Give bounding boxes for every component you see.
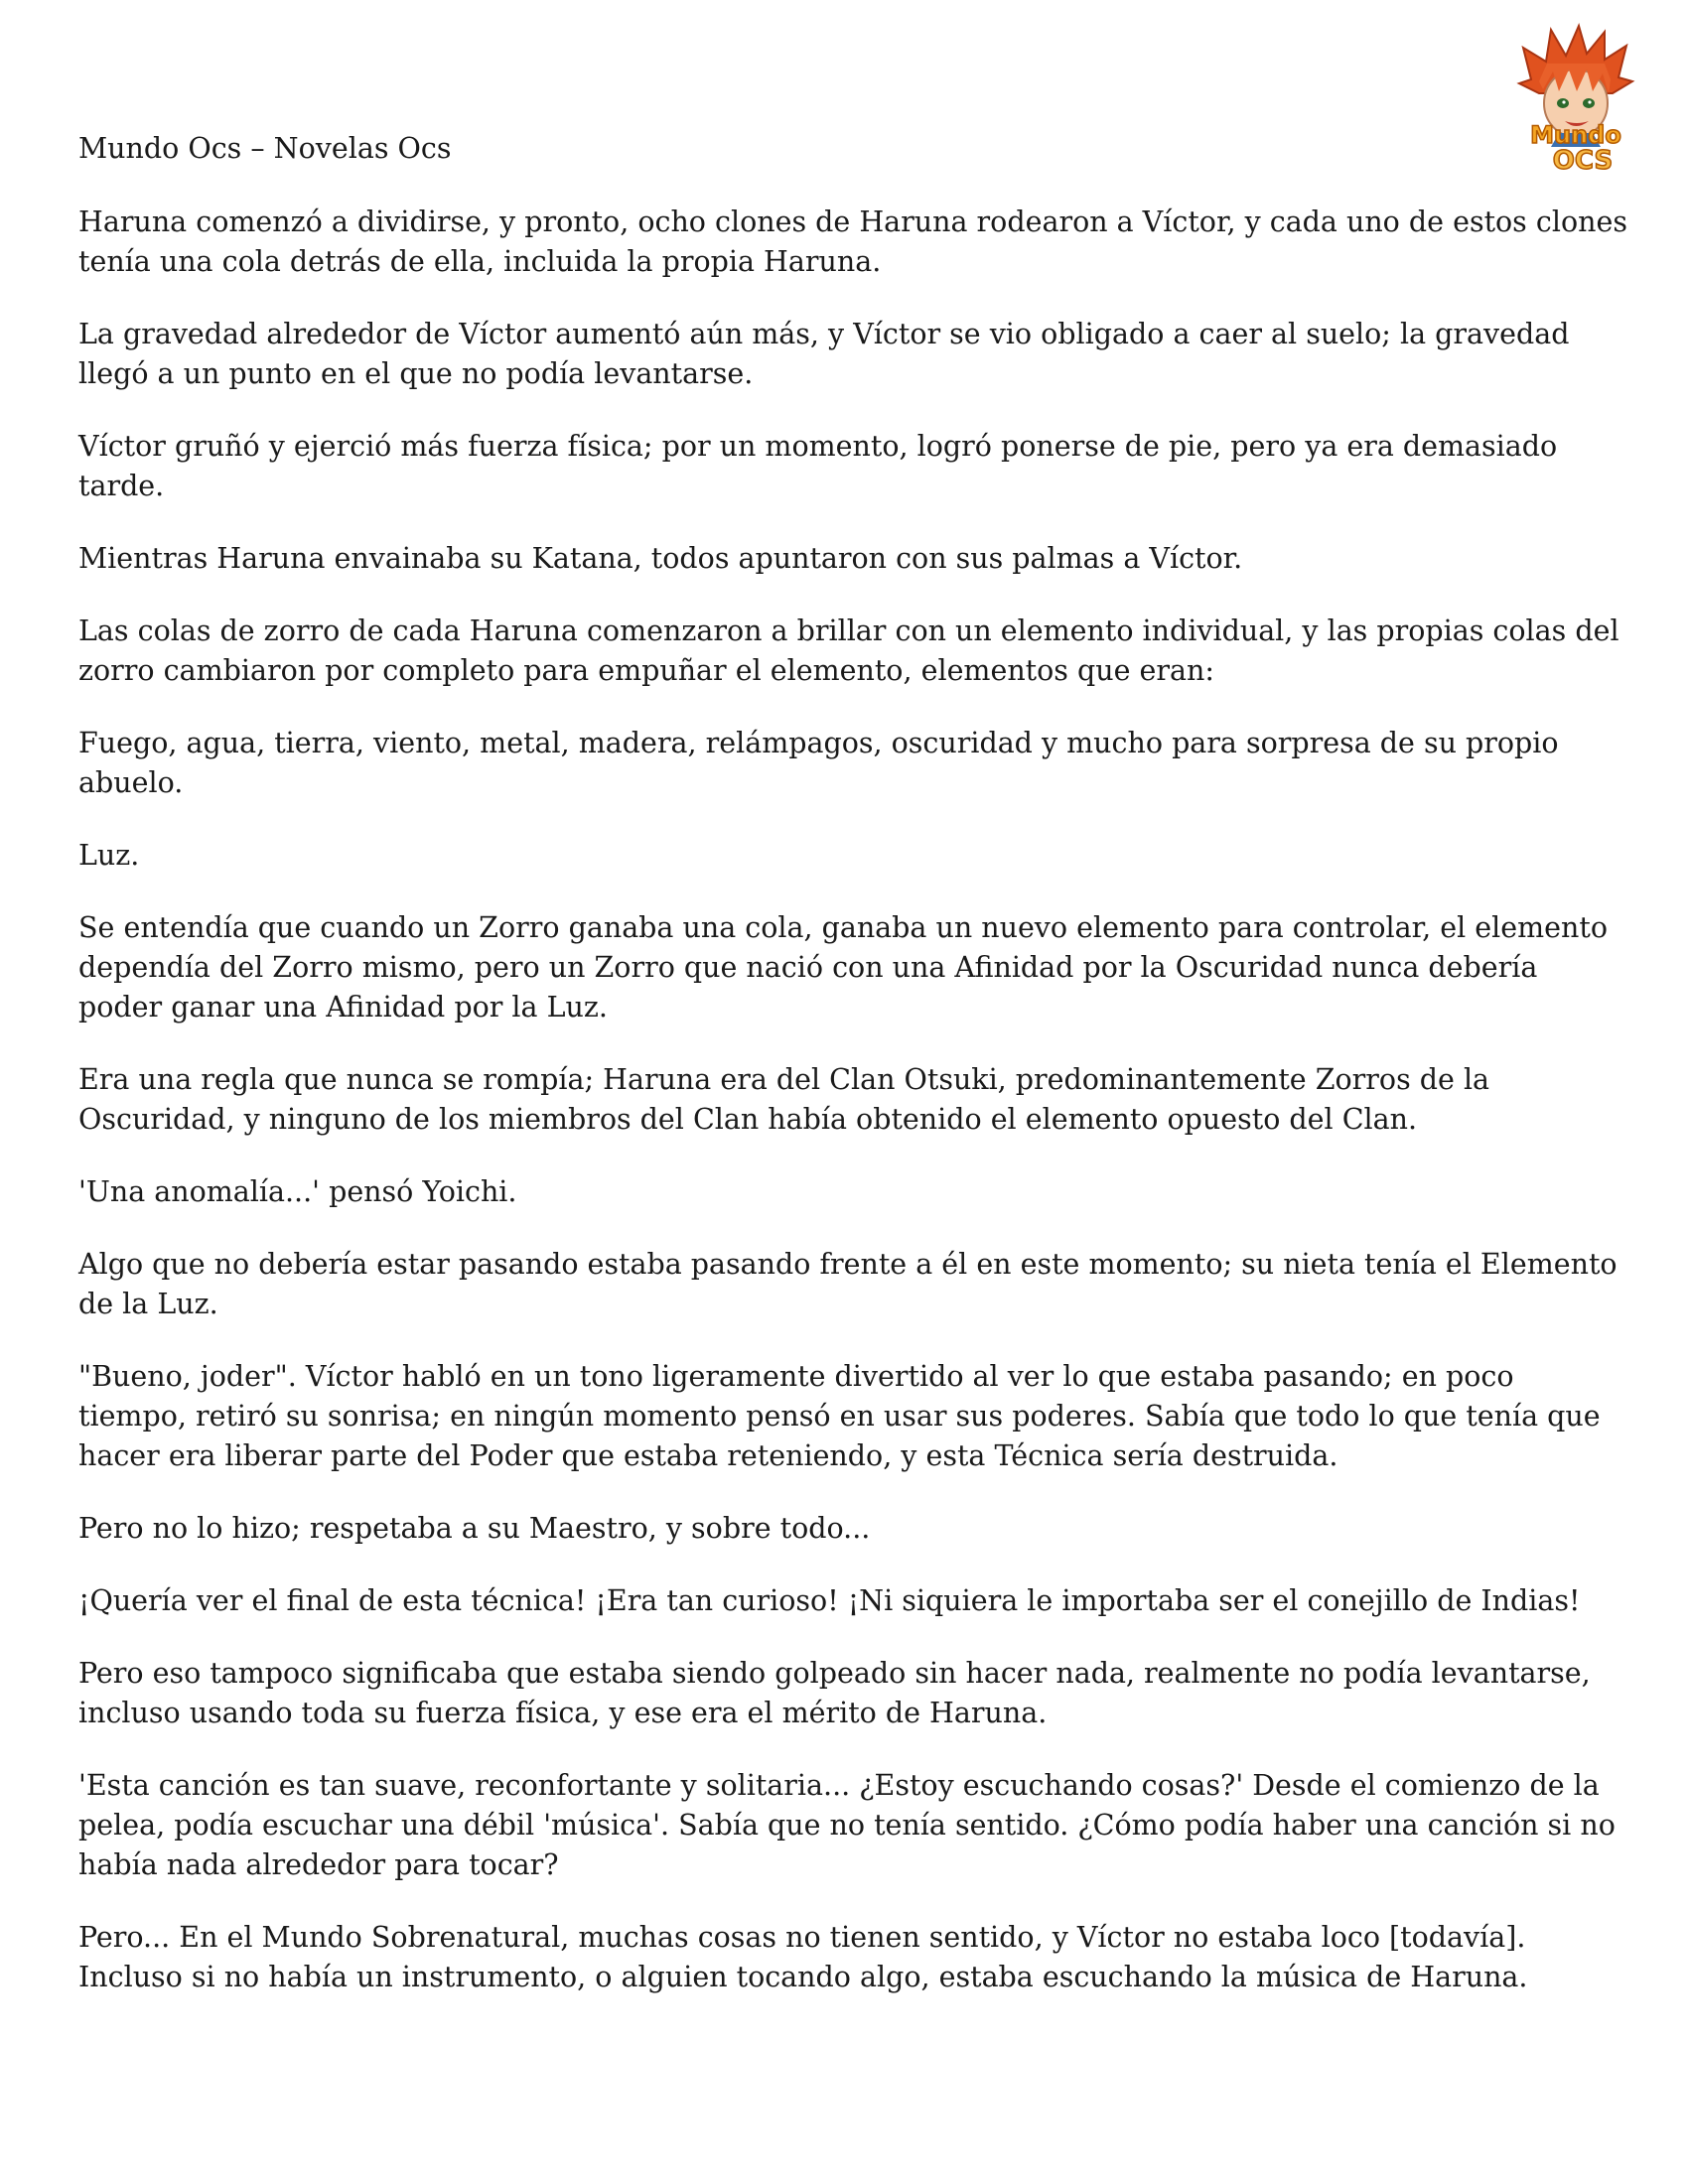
paragraph: Algo que no debería estar pasando estaba pasando frente a él en este momento; su nieta tenía el Elemento de la Luz.	[78, 1248, 1618, 1320]
paragraph: Se entendía que cuando un Zorro ganaba una cola, ganaba un nuevo elemento para controlar, el elemento dependía del Zorro mismo, pero un Zorro que nació con una Afinidad por la Oscuridad nunca debería poder ganar una Afinidad por la Luz.	[78, 911, 1608, 1024]
document-body	[78, 203, 1627, 2030]
paragraph: 'Esta canción es tan suave, reconfortante y solitaria... ¿Estoy escuchando cosas?' Desde el comienzo de la pelea, podía escuchar una débil 'música'. Sabía que no tenía sentido. ¿Cómo podía haber una canción si no había nada alrededor para tocar?	[78, 1769, 1616, 1881]
paragraph: Fuego, agua, tierra, viento, metal, madera, relámpagos, oscuridad y mucho para sorpresa de su propio abuelo.	[78, 727, 1559, 799]
paragraph: La gravedad alrededor de Víctor aumentó aún más, y Víctor se vio obligado a caer al suelo; la gravedad llegó a un punto en el que no podía levantarse.	[78, 318, 1570, 390]
paragraph: ¡Quería ver el final de esta técnica! ¡Era tan curioso! ¡Ni siquiera le importaba ser el conejillo de Indias!	[78, 1584, 1581, 1617]
paragraph: Luz.	[78, 839, 140, 872]
paragraph: Pero... En el Mundo Sobrenatural, muchas cosas no tienen sentido, y Víctor no estaba loco [todavía]. Incluso si no había un instrumento, o alguien tocando algo, estaba escuchando la música de Haruna.	[78, 1921, 1528, 1993]
paragraph: Haruna comenzó a dividirse, y pronto, ocho clones de Haruna rodearon a Víctor, y cada uno de estos clones tenía una cola detrás de ella, incluida la propia Haruna.	[78, 205, 1627, 278]
paragraph: 'Una anomalía...' pensó Yoichi.	[78, 1175, 517, 1208]
anime-character-logo-icon	[1501, 20, 1650, 179]
paragraph: Era una regla que nunca se rompía; Haruna era del Clan Otsuki, predominantemente Zorros de la Oscuridad, y ninguno de los miembros del Clan había obtenido el elemento opuesto del Clan.	[78, 1063, 1490, 1136]
paragraph: Víctor gruñó y ejerció más fuerza física; por un momento, logró ponerse de pie, pero ya era demasiado tarde.	[78, 430, 1558, 502]
logo-wordmark-line1: Mundo	[1530, 121, 1621, 149]
page-header-title: Mundo Ocs – Novelas Ocs	[78, 132, 452, 165]
logo-wordmark-line2: OCS	[1552, 146, 1614, 176]
paragraph: Las colas de zorro de cada Haruna comenzaron a brillar con un elemento individual, y las propias colas del zorro cambiaron por completo para empuñar el elemento, elementos que eran:	[78, 614, 1619, 687]
paragraph: Pero eso tampoco significaba que estaba siendo golpeado sin hacer nada, realmente no podía levantarse, incluso usando toda su fuerza física, y ese era el mérito de Haruna.	[78, 1657, 1591, 1729]
paragraph: Pero no lo hizo; respetaba a su Maestro, y sobre todo...	[78, 1512, 871, 1545]
paragraph: Mientras Haruna envainaba su Katana, todos apuntaron con sus palmas a Víctor.	[78, 542, 1243, 575]
paragraph: "Bueno, joder". Víctor habló en un tono ligeramente divertido al ver lo que estaba pasando; en poco tiempo, retiró su sonrisa; en ningún momento pensó en usar sus poderes. Sabía que todo lo que tenía que hacer era liberar parte del Poder que estaba reteniendo, y esta Técnica sería destruida.	[78, 1360, 1601, 1472]
